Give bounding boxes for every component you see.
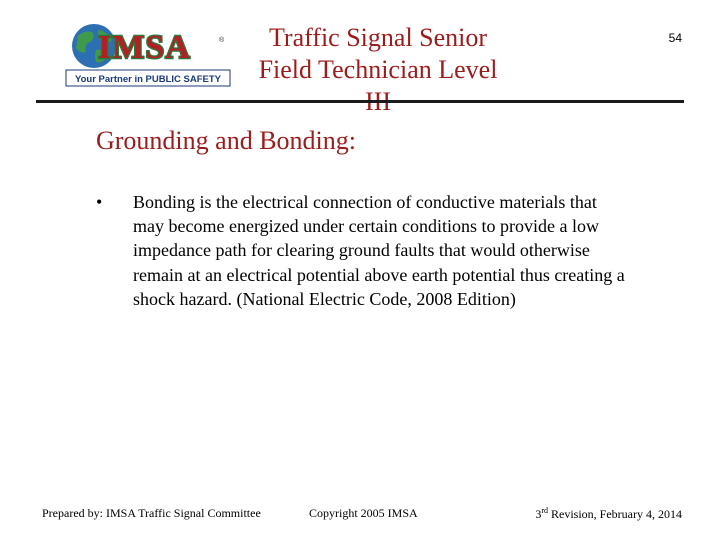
logo-brand-text: IMSA bbox=[98, 29, 191, 66]
bullet-text: Bonding is the electrical connection of conductive materials that may become energized under certain conditions to provide a low impedance path for clearing ground faults that would otherwise remain at an electrical potential above earth potential thus creating a shock hazard. (National Electric Code, 2008 Edition) bbox=[133, 192, 625, 309]
imsa-logo bbox=[64, 22, 234, 92]
logo-registered-mark: ® bbox=[219, 37, 225, 44]
logo-tagline: Your Partner in PUBLIC SAFETY bbox=[74, 74, 222, 85]
revision-date: Revision, February 4, 2014 bbox=[548, 507, 682, 521]
footer-prepared-by: Prepared by: IMSA Traffic Signal Committee bbox=[42, 506, 261, 520]
revision-suffix: rd bbox=[541, 506, 548, 515]
footer-copyright: Copyright 2005 IMSA bbox=[309, 506, 418, 520]
page-number: 54 bbox=[668, 31, 682, 45]
section-heading: Grounding and Bonding: bbox=[96, 126, 356, 155]
bullet-icon: • bbox=[96, 192, 103, 212]
slide-title: Traffic Signal Senior Field Technician Level III bbox=[258, 23, 498, 116]
header-divider bbox=[36, 100, 684, 103]
revision-number: 3 bbox=[535, 507, 542, 521]
footer-revision bbox=[535, 506, 682, 522]
list-item bbox=[96, 190, 636, 311]
bullet-list bbox=[96, 190, 636, 311]
